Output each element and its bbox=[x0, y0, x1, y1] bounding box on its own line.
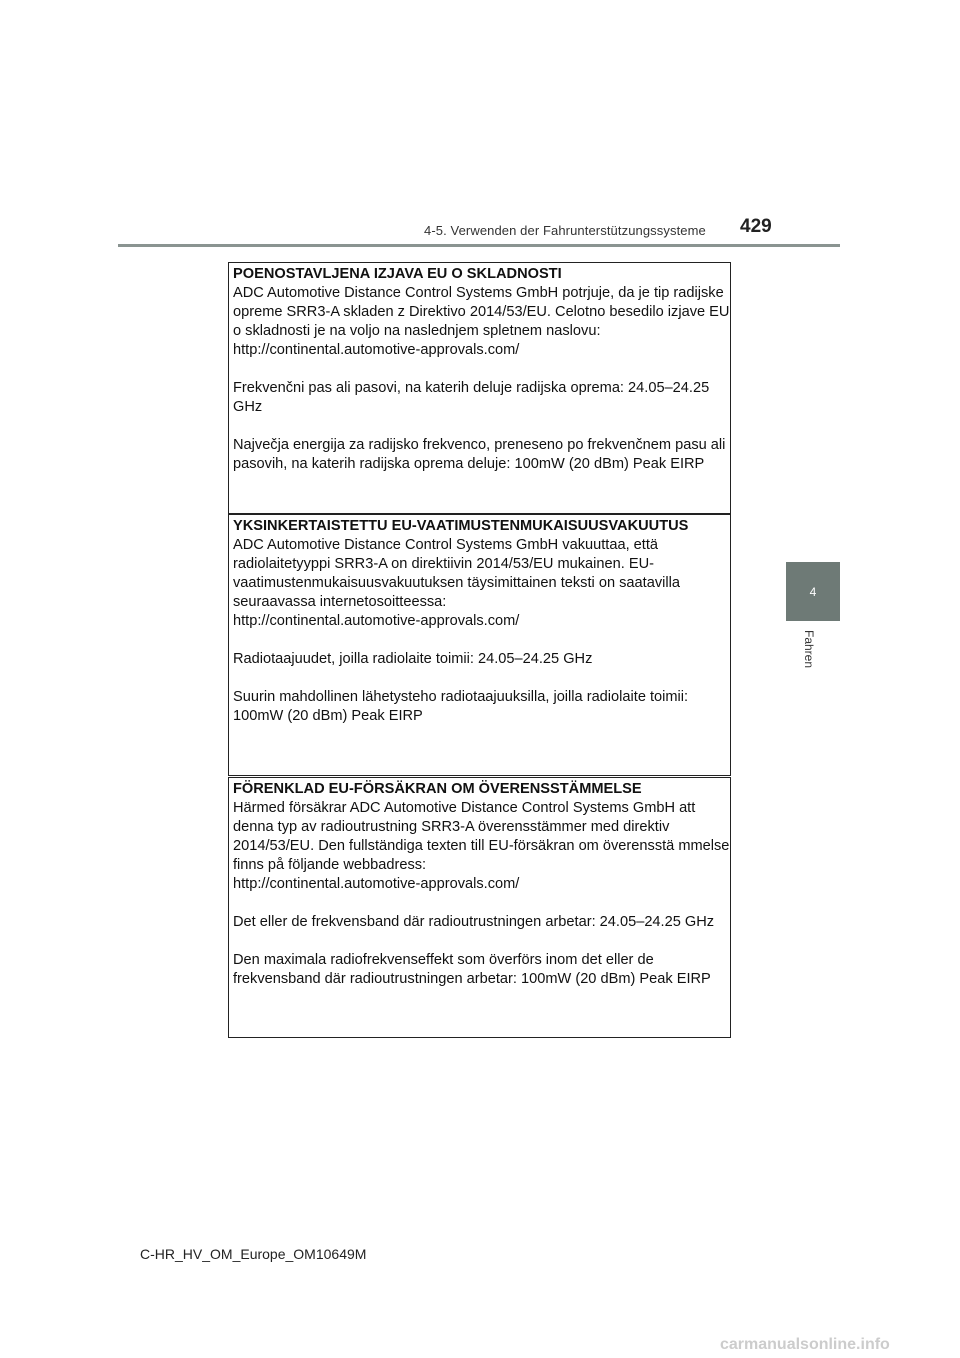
declaration-title: POENOSTAVLJENA IZJAVA EU O SKLADNOSTI bbox=[233, 266, 562, 282]
declaration-url: http://continental.automotive-approvals.com/ bbox=[233, 876, 520, 892]
frequency-band-text: Det eller de frekvensband där radioutrustningen arbetar: 24.05–24.25 GHz bbox=[233, 914, 715, 930]
declaration-box-swedish bbox=[228, 777, 731, 1038]
max-power-text: Največja energija za radijsko frekvenco, preneseno po frekvenčnem pasu ali pasovih, na katerih radijska oprema deluje: 100mW (20 dBm) Peak EIRP bbox=[233, 437, 726, 472]
max-power-text: Den maximala radiofrekvenseffekt som överförs inom det eller de frekvensband där radioutrustningen arbetar: 100mW (20 dBm) Peak EIRP bbox=[233, 952, 711, 987]
max-power-text: Suurin mahdollinen lähetysteho radiotaajuuksilla, joilla radiolaite toimii: 100mW (20 dBm) Peak EIRP bbox=[233, 689, 689, 724]
frequency-band-text: Radiotaajuudet, joilla radiolaite toimii: 24.05–24.25 GHz bbox=[233, 651, 593, 667]
document-id: C-HR_HV_OM_Europe_OM10649M bbox=[140, 1246, 367, 1262]
declaration-title: YKSINKERTAISTETTU EU-VAATIMUSTENMUKAISUUSVAKUUTUS bbox=[233, 518, 689, 534]
declaration-box-finnish bbox=[228, 514, 731, 776]
watermark: carmanualsonline.info bbox=[720, 1336, 890, 1353]
declaration-title: FÖRENKLAD EU-FÖRSÄKRAN OM ÖVERENSSTÄMMELSE bbox=[233, 781, 642, 797]
declaration-url: http://continental.automotive-approvals.com/ bbox=[233, 613, 520, 629]
chapter-tab bbox=[786, 562, 840, 621]
declaration-box-slovenian bbox=[228, 262, 731, 514]
declaration-text: Härmed försäkrar ADC Automotive Distance Control Systems GmbH att denna typ av radioutrustning SRR3-A överensstämmer med direktiv 2014/53/EU. Den fullständiga texten till EU-försäkran om överensstä mmelse finns på följande webbadress: bbox=[233, 800, 730, 873]
declaration-url: http://continental.automotive-approvals.com/ bbox=[233, 342, 520, 358]
chapter-label: Fahren bbox=[802, 630, 816, 669]
header-divider bbox=[118, 244, 840, 247]
declaration-text: ADC Automotive Distance Control Systems GmbH vakuuttaa, että radiolaitetyyppi SRR3-A on direktiivin 2014/53/EU mukainen. EU-vaatimustenmukaisuusvakuutuksen täysimittainen teksti on saatavilla seuraavassa internetosoitteessa: bbox=[233, 537, 680, 610]
page-number: 429 bbox=[740, 216, 772, 237]
chapter-number: 4 bbox=[809, 584, 817, 599]
frequency-band-text: Frekvenčni pas ali pasovi, na katerih deluje radijska oprema: 24.05–24.25 GHz bbox=[233, 380, 710, 415]
declaration-text: ADC Automotive Distance Control Systems GmbH potrjuje, da je tip radijske opreme SRR3-A skladen z Direktivo 2014/53/EU. Celotno besedilo izjave EU o skladnosti je na voljo na naslednjem spletnem naslovu: bbox=[233, 285, 730, 339]
section-title: 4-5. Verwenden der Fahrunterstützungssysteme bbox=[424, 223, 706, 238]
